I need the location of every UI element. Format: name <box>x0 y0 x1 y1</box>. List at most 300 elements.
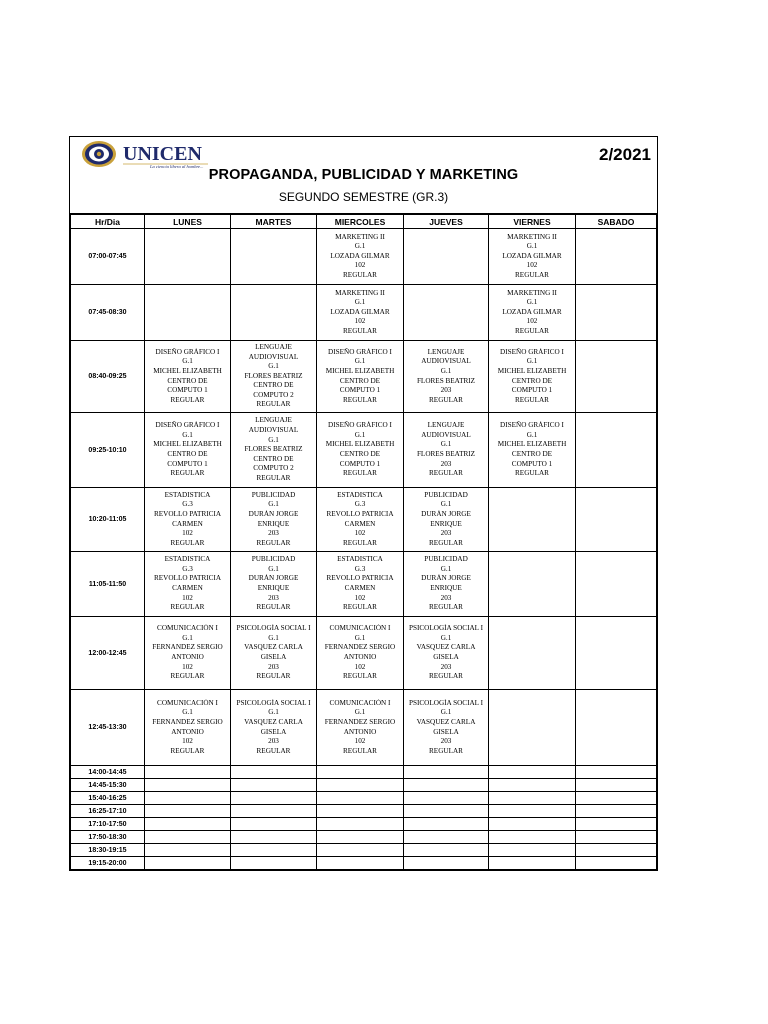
class-cell-line: 102 <box>182 662 193 671</box>
class-cell-line: FERNANDEZ SERGIO <box>324 717 396 726</box>
class-cell-line: 102 <box>354 737 366 746</box>
class-cell-line: 102 <box>526 317 538 326</box>
class-cell <box>231 690 317 766</box>
class-cell-line: COMPUTO 1 <box>167 386 208 395</box>
class-cell-line: REGULAR <box>429 469 463 478</box>
table-row <box>71 488 657 552</box>
class-cell-line: 203 <box>268 593 279 602</box>
table-row <box>71 617 657 690</box>
class-cell-line: CENTRO DE <box>339 450 381 458</box>
class-cell-line: MICHEL ELIZABETH <box>325 366 395 375</box>
class-cell <box>489 285 576 341</box>
table-row <box>71 831 657 844</box>
class-cell <box>576 766 657 779</box>
class-cell-line: G.1 <box>526 242 538 251</box>
class-cell-line: CENTRO DE <box>167 450 208 458</box>
hour-slot: 07:45-08:30 <box>71 285 145 341</box>
class-cell-line: G.3 <box>182 564 193 573</box>
class-cell-line: REGULAR <box>429 538 463 547</box>
class-cell <box>145 779 231 792</box>
class-cell-line: G.1 <box>526 430 538 439</box>
class-cell-line: CENTRO DE <box>511 376 553 385</box>
class-cell <box>231 341 317 413</box>
class-cell-line: REGULAR <box>170 538 205 547</box>
class-cell-line: DISEÑO GRÁFICO I <box>155 421 220 430</box>
logo-wordmark: UNICEN <box>123 143 202 165</box>
hour-slot: 14:00-14:45 <box>71 766 145 779</box>
class-cell <box>317 341 404 413</box>
class-cell-line: 102 <box>182 593 193 602</box>
hour-slot: 07:00-07:45 <box>71 229 145 285</box>
class-cell-line: VASQUEZ CARLA <box>416 717 476 726</box>
table-row <box>71 552 657 617</box>
class-cell-line: COMPUTO 2 <box>253 390 294 399</box>
table-row <box>71 413 657 488</box>
class-cell <box>145 690 231 766</box>
class-cell-line: REGULAR <box>343 746 377 755</box>
class-cell-line: ANTONIO <box>171 727 204 736</box>
class-cell-line: LOZADA GILMAR <box>502 251 562 260</box>
class-cell-line: REGULAR <box>515 270 549 279</box>
schedule-table <box>70 214 657 870</box>
class-cell <box>576 690 657 766</box>
class-cell-line: G.1 <box>354 298 366 307</box>
table-row <box>71 779 657 792</box>
class-cell-line: LENGUAJE <box>427 347 465 356</box>
class-cell <box>231 831 317 844</box>
class-cell-line: REGULAR <box>256 473 291 482</box>
hour-slot: 18:30-19:15 <box>71 844 145 857</box>
class-cell-line: REGULAR <box>256 603 291 612</box>
class-cell-line: 102 <box>182 737 193 746</box>
hour-slot: 10:20-11:05 <box>71 488 145 552</box>
class-cell-line: 102 <box>526 261 538 270</box>
class-cell <box>145 857 231 870</box>
class-cell-line: COMPUTO 1 <box>511 386 553 395</box>
hour-slot: 19:15-20:00 <box>71 857 145 870</box>
class-cell-line: VASQUEZ CARLA <box>416 643 476 652</box>
class-cell <box>404 617 489 690</box>
class-cell <box>576 617 657 690</box>
column-header: VIERNES <box>489 215 576 229</box>
class-cell <box>145 341 231 413</box>
class-cell <box>576 341 657 413</box>
class-cell-line: ANTONIO <box>171 653 204 661</box>
class-cell-line: REGULAR <box>256 538 291 547</box>
class-cell <box>145 805 231 818</box>
class-cell <box>317 818 404 831</box>
class-cell <box>317 805 404 818</box>
class-cell-line: REGULAR <box>343 672 377 681</box>
class-cell-line: G.1 <box>354 708 366 717</box>
class-cell <box>404 285 489 341</box>
class-cell-line: PUBLICIDAD <box>251 490 296 499</box>
class-cell-line: GISELA <box>260 653 287 661</box>
column-header: MARTES <box>231 215 317 229</box>
semester-year: 2/2021 <box>599 145 651 164</box>
class-cell-line: G.1 <box>440 633 452 642</box>
class-cell <box>145 831 231 844</box>
table-row <box>71 857 657 870</box>
class-cell-line: REGULAR <box>429 395 463 404</box>
class-cell-line: 102 <box>354 593 366 602</box>
class-cell-line: REGULAR <box>429 746 463 755</box>
hour-slot: 12:45-13:30 <box>71 690 145 766</box>
class-cell-line: REGULAR <box>429 603 463 612</box>
class-cell <box>231 779 317 792</box>
hour-slot: 17:10-17:50 <box>71 818 145 831</box>
class-cell <box>145 413 231 488</box>
class-cell-line: REGULAR <box>515 326 549 335</box>
class-cell-line: DISEÑO GRÁFICO I <box>328 421 392 430</box>
class-cell-line: LENGUAJE <box>255 342 292 351</box>
table-row <box>71 792 657 805</box>
table-row <box>71 285 657 341</box>
class-cell-line: PSICOLOGÍA SOCIAL I <box>408 624 483 633</box>
class-cell <box>231 617 317 690</box>
class-cell-line: REGULAR <box>343 538 377 547</box>
class-cell-line: AUDIOVISUAL <box>421 357 471 366</box>
class-cell <box>145 844 231 857</box>
class-cell-line: G.1 <box>268 500 279 509</box>
class-cell-line: REGULAR <box>170 469 205 478</box>
class-cell-line: ESTADISTICA <box>337 490 383 499</box>
class-cell-line: GISELA <box>433 653 459 661</box>
class-cell-line: COMUNICACIÓN I <box>157 624 218 633</box>
class-cell-line: REGULAR <box>343 270 377 279</box>
class-cell-line: G.1 <box>354 633 366 642</box>
class-cell-line: FERNANDEZ SERGIO <box>152 717 223 726</box>
class-cell <box>404 766 489 779</box>
class-cell-line: 203 <box>440 737 452 746</box>
class-cell <box>404 831 489 844</box>
class-cell-line: REGULAR <box>515 395 549 404</box>
class-cell-line: COMPUTO 1 <box>339 459 381 468</box>
class-cell <box>489 818 576 831</box>
class-cell <box>317 690 404 766</box>
class-cell-line: COMPUTO 1 <box>167 459 208 468</box>
schedule-header <box>70 137 657 214</box>
class-cell-line: VASQUEZ CARLA <box>244 717 303 726</box>
class-cell-line: DISEÑO GRÁFICO I <box>500 421 564 430</box>
class-cell <box>576 857 657 870</box>
class-cell-line: FERNANDEZ SERGIO <box>324 643 396 652</box>
class-cell-line: REGULAR <box>429 672 463 681</box>
class-cell-line: CENTRO DE <box>253 381 294 390</box>
class-cell <box>489 857 576 870</box>
column-header: JUEVES <box>404 215 489 229</box>
class-cell-line: 102 <box>354 662 366 671</box>
class-cell-line: G.1 <box>526 357 538 366</box>
class-cell-line: MICHEL ELIZABETH <box>497 366 567 375</box>
class-cell-line: G.3 <box>354 564 366 573</box>
schedule-body <box>71 229 657 870</box>
class-cell-line: COMUNICACIÓN I <box>157 698 218 707</box>
class-cell <box>145 617 231 690</box>
semester-subtitle: SEGUNDO SEMESTRE (GR.3) <box>278 190 449 204</box>
class-cell <box>489 341 576 413</box>
class-cell <box>576 552 657 617</box>
class-cell <box>317 844 404 857</box>
class-cell-line: 203 <box>440 386 452 395</box>
class-cell-line: DURÁN JORGE <box>248 574 299 583</box>
class-cell <box>317 552 404 617</box>
class-cell-line: ENRIQUE <box>257 584 290 592</box>
class-cell-line: G.1 <box>268 633 279 642</box>
class-cell <box>404 552 489 617</box>
class-cell-line: LENGUAJE <box>427 421 465 430</box>
class-cell <box>231 844 317 857</box>
class-cell-line: G.1 <box>268 708 279 717</box>
class-cell <box>576 413 657 488</box>
class-cell <box>231 792 317 805</box>
class-cell-line: PUBLICIDAD <box>424 490 468 499</box>
hour-slot: 14:45-15:30 <box>71 779 145 792</box>
class-cell <box>576 805 657 818</box>
class-cell-line: LOZADA GILMAR <box>502 307 562 316</box>
class-cell-line: 203 <box>440 459 452 468</box>
schedule-sheet <box>69 136 658 871</box>
class-cell-line: G.1 <box>182 633 193 642</box>
class-cell <box>489 792 576 805</box>
class-cell-line: REGULAR <box>256 746 291 755</box>
class-cell-line: REVOLLO PATRICIA <box>153 574 222 583</box>
class-cell-line: G.1 <box>440 366 452 375</box>
class-cell <box>489 805 576 818</box>
table-row <box>71 766 657 779</box>
class-cell <box>231 488 317 552</box>
class-cell <box>404 857 489 870</box>
class-cell <box>576 831 657 844</box>
class-cell-line: FLORES BEATRIZ <box>416 376 476 385</box>
class-cell <box>231 818 317 831</box>
class-cell-line: 203 <box>440 593 452 602</box>
class-cell-line: MARKETING II <box>335 288 385 297</box>
class-cell <box>489 413 576 488</box>
class-cell-line: REGULAR <box>170 603 205 612</box>
column-header: SABADO <box>576 215 657 229</box>
table-row <box>71 805 657 818</box>
class-cell-line: G.1 <box>526 298 538 307</box>
class-cell-line: ENRIQUE <box>257 519 290 528</box>
hour-slot: 12:00-12:45 <box>71 617 145 690</box>
class-cell-line: PSICOLOGÍA SOCIAL I <box>236 698 311 707</box>
class-cell-line: ESTADISTICA <box>164 490 211 499</box>
class-cell-line: G.1 <box>440 708 452 717</box>
class-cell-line: REGULAR <box>256 400 291 409</box>
class-cell <box>231 413 317 488</box>
class-cell-line: G.1 <box>440 500 452 509</box>
class-cell <box>576 285 657 341</box>
class-cell-line: DISEÑO GRÁFICO I <box>500 347 564 356</box>
class-cell <box>489 779 576 792</box>
class-cell-line: PUBLICIDAD <box>251 555 296 564</box>
class-cell-line: COMPUTO 2 <box>253 464 294 473</box>
class-cell-line: AUDIOVISUAL <box>248 352 299 361</box>
table-row <box>71 341 657 413</box>
class-cell <box>489 552 576 617</box>
class-cell-line: 102 <box>182 529 193 538</box>
class-cell <box>145 818 231 831</box>
class-cell-line: G.1 <box>354 242 366 251</box>
class-cell-line: FLORES BEATRIZ <box>244 371 303 380</box>
class-cell <box>317 413 404 488</box>
class-cell-line: COMPUTO 1 <box>511 459 553 468</box>
class-cell-line: G.1 <box>268 435 279 444</box>
table-row <box>71 818 657 831</box>
class-cell-line: 203 <box>268 662 279 671</box>
class-cell-line: ENRIQUE <box>430 519 462 528</box>
class-cell <box>404 488 489 552</box>
class-cell-line: COMUNICACIÓN I <box>329 698 391 707</box>
class-cell <box>145 285 231 341</box>
class-cell <box>489 488 576 552</box>
class-cell <box>231 857 317 870</box>
class-cell-line: 203 <box>268 529 279 538</box>
class-cell <box>404 792 489 805</box>
class-cell <box>317 766 404 779</box>
class-cell <box>145 792 231 805</box>
class-cell-line: COMUNICACIÓN I <box>329 624 391 633</box>
hour-slot: 15:40-16:25 <box>71 792 145 805</box>
class-cell <box>231 229 317 285</box>
class-cell-line: CENTRO DE <box>511 450 553 458</box>
class-cell-line: GISELA <box>433 727 459 736</box>
class-cell-line: MICHEL ELIZABETH <box>153 366 222 375</box>
table-row <box>71 690 657 766</box>
hour-slot: 09:25-10:10 <box>71 413 145 488</box>
class-cell-line: VASQUEZ CARLA <box>244 643 303 652</box>
class-cell-line: DURÁN JORGE <box>421 574 471 583</box>
class-cell-line: G.1 <box>354 357 366 366</box>
class-cell <box>489 844 576 857</box>
table-header-row <box>71 215 657 229</box>
hour-slot: 16:25-17:10 <box>71 805 145 818</box>
class-cell-line: REGULAR <box>515 469 549 478</box>
column-header: MIERCOLES <box>317 215 404 229</box>
class-cell-line: G.1 <box>182 708 193 717</box>
class-cell <box>231 552 317 617</box>
class-cell <box>404 229 489 285</box>
class-cell <box>576 779 657 792</box>
class-cell-line: LENGUAJE <box>255 416 292 425</box>
class-cell-line: REVOLLO PATRICIA <box>326 574 394 583</box>
class-cell-line: REGULAR <box>170 672 205 681</box>
hour-slot: 08:40-09:25 <box>71 341 145 413</box>
table-row <box>71 229 657 285</box>
class-cell-line: ESTADISTICA <box>337 555 383 564</box>
class-cell-line: DISEÑO GRÁFICO I <box>328 347 392 356</box>
class-cell-line: G.1 <box>182 357 193 366</box>
class-cell-line: MARKETING II <box>335 232 385 241</box>
class-cell-line: FLORES BEATRIZ <box>244 445 303 454</box>
class-cell-line: REGULAR <box>343 603 377 612</box>
class-cell-line: PUBLICIDAD <box>424 555 468 564</box>
class-cell <box>317 229 404 285</box>
hour-slot: 11:05-11:50 <box>71 552 145 617</box>
class-cell <box>404 690 489 766</box>
class-cell <box>145 552 231 617</box>
class-cell-line: PSICOLOGÍA SOCIAL I <box>236 624 311 633</box>
class-cell-line: 203 <box>268 737 279 746</box>
class-cell-line: REVOLLO PATRICIA <box>326 509 394 518</box>
class-cell-line: CARMEN <box>172 584 203 592</box>
class-cell-line: 102 <box>354 529 366 538</box>
hour-slot: 17:50-18:30 <box>71 831 145 844</box>
class-cell-line: MICHEL ELIZABETH <box>325 440 395 449</box>
class-cell-line: DURÁN JORGE <box>421 509 471 518</box>
class-cell-line: GISELA <box>260 727 287 736</box>
class-cell-line: CENTRO DE <box>167 376 208 385</box>
class-cell-line: G.3 <box>354 500 366 509</box>
class-cell-line: ESTADISTICA <box>164 555 211 564</box>
class-cell-line: G.1 <box>268 362 279 371</box>
class-cell <box>576 229 657 285</box>
class-cell-line: G.1 <box>440 564 452 573</box>
class-cell-line: 102 <box>354 317 366 326</box>
class-cell <box>317 779 404 792</box>
class-cell-line: 102 <box>354 261 366 270</box>
column-header: Hr/Dia <box>71 215 145 229</box>
class-cell-line: ANTONIO <box>343 653 377 661</box>
class-cell-line: G.1 <box>354 430 366 439</box>
class-cell <box>489 831 576 844</box>
class-cell <box>317 831 404 844</box>
class-cell <box>404 413 489 488</box>
column-header: LUNES <box>145 215 231 229</box>
class-cell <box>317 857 404 870</box>
class-cell <box>317 792 404 805</box>
career-title: PROPAGANDA, PUBLICIDAD Y MARKETING <box>208 167 519 183</box>
class-cell-line: FERNANDEZ SERGIO <box>152 643 223 652</box>
class-cell-line: 203 <box>440 662 452 671</box>
class-cell-line: G.1 <box>440 440 452 449</box>
class-cell-line: DURÁN JORGE <box>248 509 299 518</box>
class-cell-line: G.1 <box>268 564 279 573</box>
class-cell-line: REGULAR <box>343 326 377 335</box>
class-cell-line: REGULAR <box>170 395 205 404</box>
class-cell <box>317 488 404 552</box>
class-cell-line: MICHEL ELIZABETH <box>153 440 222 449</box>
class-cell-line: LOZADA GILMAR <box>330 307 390 316</box>
class-cell <box>404 805 489 818</box>
class-cell-line: AUDIOVISUAL <box>421 430 471 439</box>
class-cell-line: FLORES BEATRIZ <box>416 450 476 458</box>
class-cell <box>231 766 317 779</box>
class-cell <box>576 844 657 857</box>
class-cell <box>489 229 576 285</box>
class-cell <box>576 488 657 552</box>
class-cell <box>489 690 576 766</box>
class-cell <box>404 341 489 413</box>
class-cell <box>145 229 231 285</box>
class-cell-line: MICHEL ELIZABETH <box>497 440 567 449</box>
class-cell-line: COMPUTO 1 <box>339 386 381 395</box>
class-cell-line: AUDIOVISUAL <box>248 426 299 435</box>
class-cell-line: G.3 <box>182 500 193 509</box>
class-cell <box>576 818 657 831</box>
logo-tagline: La ciencia libera al hombre... <box>150 164 204 169</box>
class-cell-line: REGULAR <box>343 469 377 478</box>
class-cell <box>404 779 489 792</box>
class-cell-line: CARMEN <box>344 519 376 528</box>
class-cell-line: DISEÑO GRÁFICO I <box>155 347 220 356</box>
class-cell-line: CENTRO DE <box>339 376 381 385</box>
class-cell <box>231 285 317 341</box>
class-cell-line: G.1 <box>182 430 193 439</box>
class-cell-line: MARKETING II <box>507 288 557 297</box>
class-cell-line: MARKETING II <box>507 232 557 241</box>
